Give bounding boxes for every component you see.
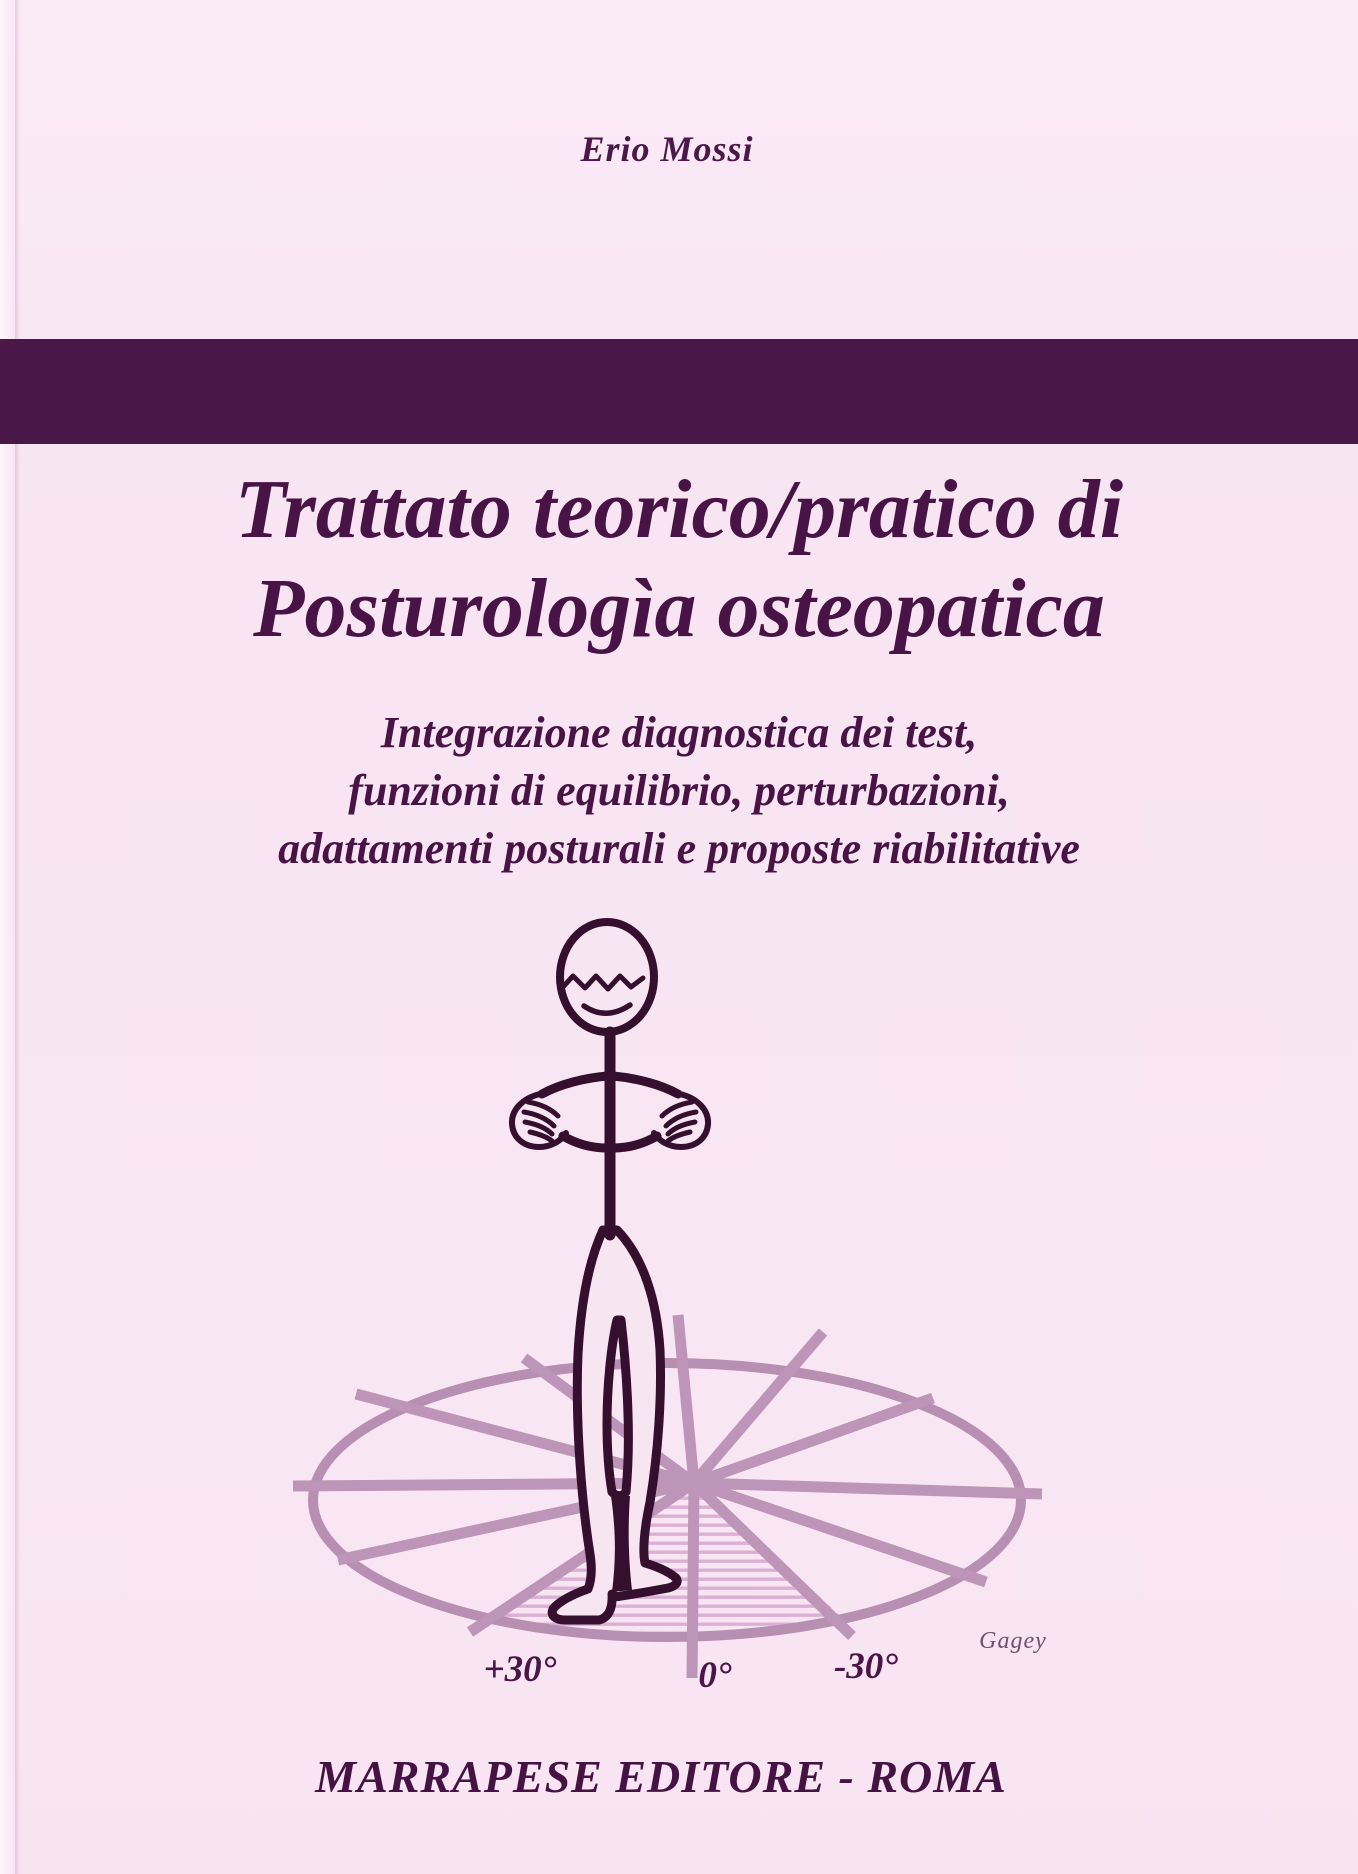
figure-eyes: [562, 976, 643, 989]
figure-left-arm-bottom: [563, 1136, 607, 1148]
publisher-name: MARRAPESE EDITORE - ROMA: [315, 1751, 1007, 1802]
subtitle-line-1: Integrazione diagnostica dei test,: [380, 708, 978, 757]
figure-left-hand: [512, 1094, 566, 1147]
subtitle-line-3: adattamenti posturali e proposte riabilitative: [278, 824, 1080, 873]
angle-label-zero: 0°: [698, 1655, 732, 1696]
figure-right-arm-bottom: [613, 1136, 657, 1148]
subtitle-line-2: funzioni di equilibrio, perturbazioni,: [348, 766, 1010, 815]
figure-left-arm-top: [542, 1076, 607, 1094]
angle-label-plus30: +30°: [483, 1649, 557, 1690]
title-line-2: Posturologìa osteopatica: [253, 562, 1105, 655]
author-name: Erio Mossi: [580, 129, 754, 169]
gagey-attribution: Gagey: [979, 1628, 1047, 1654]
figure-right-hand: [654, 1094, 708, 1147]
figure-smile: [584, 1005, 630, 1013]
figure-right-arm-top: [613, 1076, 678, 1094]
direction-rose-illustration: [293, 1315, 1042, 1678]
title-line-1: Trattato teorico/pratico di: [234, 463, 1124, 556]
angle-label-minus30: -30°: [833, 1646, 899, 1687]
